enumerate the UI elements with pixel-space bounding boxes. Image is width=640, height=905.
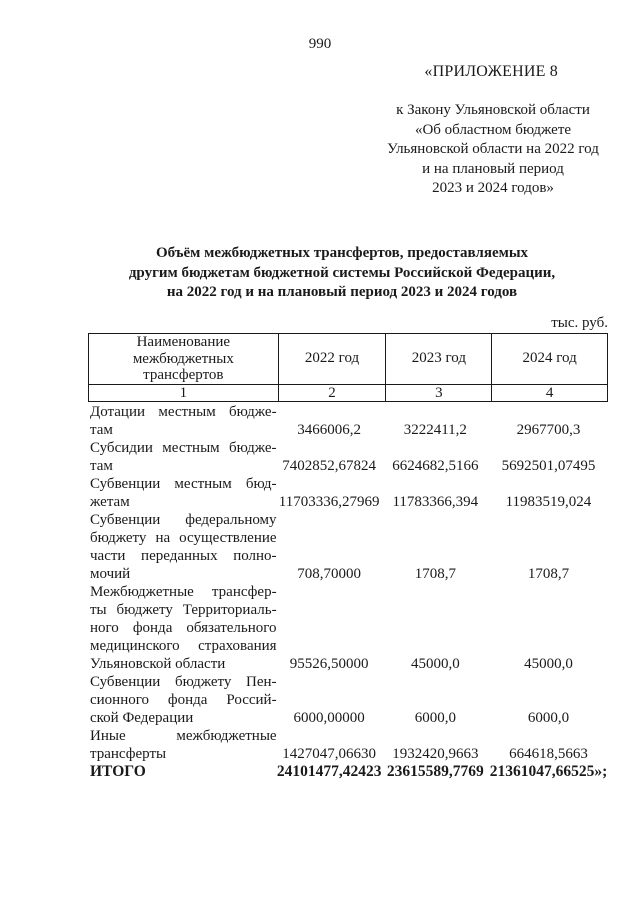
appendix-title: «ПРИЛОЖЕНИЕ 8 [424, 63, 558, 80]
value-2023: 1932420,9663 [392, 746, 479, 762]
column-header-2024: 2024 год [492, 334, 608, 385]
column-number: 3 [386, 384, 492, 401]
value-2022: 7402852,67824 [282, 458, 377, 474]
law-reference-line: Ульяновской области на 2022 год [387, 141, 599, 157]
row-name-line: части переданных полно- [90, 548, 277, 564]
value-2022: 708,70000 [297, 566, 362, 582]
value-2023: 6000,0 [414, 710, 456, 726]
table-row [88, 673, 608, 727]
table-row [88, 475, 608, 511]
row-name-line: Субвенции федеральному [90, 512, 277, 528]
column-number-row [89, 384, 608, 401]
column-header-2022: 2022 год [278, 334, 386, 385]
document-title-line: Объём межбюджетных трансфертов, предоставляемых [155, 245, 529, 261]
row-name-line: мочий [90, 566, 131, 582]
column-header-name-line: межбюджетных [132, 350, 234, 367]
row-name-line: Субвенции бюджету Пен- [90, 674, 277, 690]
law-reference [370, 101, 616, 199]
page-number: 990 [308, 36, 332, 52]
law-reference-line: 2023 и 2024 годов» [432, 180, 554, 196]
row-name-line: Субсидии местным бюдже- [90, 440, 277, 456]
row-name [88, 583, 277, 673]
column-number: 1 [89, 384, 279, 401]
row-name [88, 403, 277, 439]
table-header [88, 333, 608, 402]
value-2024: 664618,5663 [509, 746, 588, 762]
row-name-line: Иные межбюджетные [90, 728, 277, 744]
value-2024: 2967700,3 [516, 422, 581, 438]
law-reference-line: к Закону Ульяновской области [396, 102, 590, 118]
row-name [88, 439, 277, 475]
column-number: 4 [492, 384, 608, 401]
value-2022: 1427047,06630 [282, 746, 377, 762]
row-name-line: Дотации местным бюдже- [90, 404, 277, 420]
value-2024: 45000,0 [524, 656, 573, 672]
column-header-2023: 2023 год [386, 334, 492, 385]
value-2023: 11783366,394 [392, 494, 479, 510]
value-2023: 45000,0 [410, 656, 460, 672]
row-name-line: трансферты [90, 746, 167, 762]
table-header-row [89, 334, 608, 385]
value-2022: 95526,50000 [289, 656, 369, 672]
row-name-line: жетам [90, 494, 130, 510]
units-label: тыс. руб. [551, 315, 608, 331]
table-row [88, 727, 608, 763]
total-label: ИТОГО [90, 763, 146, 780]
row-name-line: ного фонда обязательного [90, 620, 277, 636]
row-name-line: бюджету на осуществление [90, 530, 277, 546]
row-name-line: ты бюджету Территориаль- [90, 602, 277, 618]
column-header-name-line: трансфертов [143, 367, 224, 383]
value-2023: 3222411,2 [403, 422, 467, 438]
value-2024: 1708,7 [527, 566, 570, 582]
table-row [88, 439, 608, 475]
row-name-line: Межбюджетные трансфер- [90, 584, 277, 600]
law-reference-line: «Об областном бюджете [414, 121, 572, 138]
row-name [88, 673, 277, 727]
table-row [88, 583, 608, 673]
value-2022: 6000,00000 [293, 710, 365, 726]
column-number: 2 [278, 384, 386, 401]
table-row [88, 403, 608, 439]
row-name-line: медицинского страхования [90, 638, 277, 654]
row-name-line: Субвенции местным бюд- [90, 476, 277, 492]
column-header-name-line: Наименование [136, 334, 231, 350]
value-2023: 1708,7 [414, 566, 456, 582]
row-name [88, 511, 277, 583]
row-name-line: ской Федерации [90, 710, 194, 726]
row-name [88, 727, 277, 763]
value-2024: 5692501,07495 [501, 458, 596, 474]
document-title-line: на 2022 год и на плановый период 2023 и 2024 годов [166, 284, 518, 300]
total-2024: 21361047,66525»; [489, 763, 608, 780]
row-name-line: там [90, 458, 113, 474]
value-2022: 3466006,2 [297, 422, 362, 438]
value-2022: 11703336,27969 [278, 494, 380, 510]
total-2022: 24101477,42423 [276, 763, 382, 780]
value-2024: 6000,0 [527, 710, 570, 726]
table-row [88, 511, 608, 583]
table-body [88, 403, 608, 781]
row-name-line: там [90, 422, 113, 438]
document-title [0, 244, 640, 303]
law-reference-line: и на плановый период [422, 160, 564, 177]
value-2023: 6624682,5166 [392, 458, 479, 474]
total-label-cell [88, 763, 277, 781]
total-2023: 23615589,7769 [386, 763, 484, 780]
value-2024: 11983519,024 [505, 494, 592, 510]
row-name-line: Ульяновской области [90, 656, 226, 672]
row-name [88, 475, 277, 511]
total-row [88, 763, 608, 781]
document-title-line: другим бюджетам бюджетной системы Российской Федерации, [128, 264, 556, 281]
column-header-name [89, 334, 279, 385]
row-name-line: сионного фонда Россий- [90, 692, 277, 708]
